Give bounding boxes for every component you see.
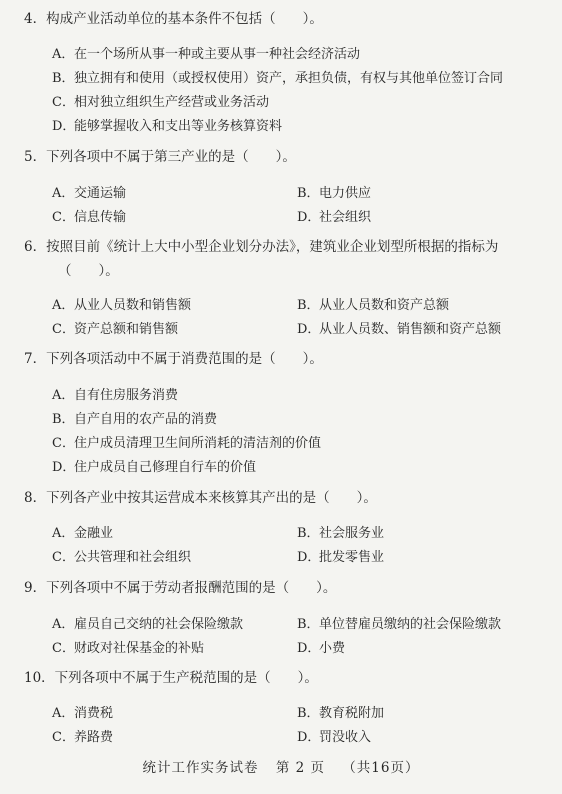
option-b: B．单位替雇员缴纳的社会保险缴款: [297, 617, 502, 632]
question-stem: 6．按照目前《统计上大中小型企业划分办法》，建筑业企业划型所根据的指标为: [24, 239, 499, 255]
option-c: C．养路费: [52, 730, 114, 745]
option-b: B．从业人员数和资产总额: [297, 298, 450, 313]
page-footer: [0, 756, 562, 776]
option-d: D．社会组织: [297, 210, 372, 225]
option-c: C．公共管理和社会组织: [52, 550, 192, 565]
page-total: （共16页）: [342, 760, 420, 776]
option-c: C．住户成员清理卫生间所消耗的清洁剂的价值: [52, 436, 322, 451]
exam-name: 统计工作实务试卷: [142, 760, 259, 776]
question-stem: 9．下列各项中不属于劳动者报酬范围的是（ ）。: [24, 580, 337, 596]
option-a: A．自有住房服务消费: [52, 388, 179, 403]
option-d: D．罚没收入: [297, 730, 372, 745]
option-a: A．在一个场所从事一种或主要从事一种社会经济活动: [52, 47, 361, 62]
option-a: A．交通运输: [52, 186, 127, 201]
question-stem: 10．下列各项中不属于生产税范围的是（ ）。: [24, 670, 318, 686]
option-d: D．批发零售业: [297, 550, 385, 565]
question-stem-continued: （ ）。: [58, 263, 119, 279]
option-d: D．从业人员数、销售额和资产总额: [297, 322, 502, 337]
option-c: C．资产总额和销售额: [52, 322, 179, 337]
question-stem: 7．下列各项活动中不属于消费范围的是（ ）。: [24, 351, 323, 367]
option-b: B．电力供应: [297, 186, 372, 201]
option-d: D．小费: [297, 641, 346, 656]
question-stem: 5．下列各项中不属于第三产业的是（ ）。: [24, 149, 296, 165]
option-a: A．雇员自己交纳的社会保险缴款: [52, 617, 244, 632]
option-d: D．能够掌握收入和支出等业务核算资料: [52, 119, 283, 134]
question-stem: 8．下列各产业中按其运营成本来核算其产出的是（ ）。: [24, 490, 377, 506]
option-c: C．相对独立组织生产经营或业务活动: [52, 95, 270, 110]
page-number: 第 2 页: [275, 760, 325, 776]
option-b: B．独立拥有和使用（或授权使用）资产，承担负债，有权与其他单位签订合同: [52, 71, 504, 86]
option-a: A．消费税: [52, 706, 114, 721]
question-stem: 4．构成产业活动单位的基本条件不包括（ ）。: [24, 11, 323, 27]
option-a: A．金融业: [52, 526, 114, 541]
option-a: A．从业人员数和销售额: [52, 298, 192, 313]
option-c: C．财政对社保基金的补贴: [52, 641, 205, 656]
option-b: B．社会服务业: [297, 526, 385, 541]
option-b: B．自产自用的农产品的消费: [52, 412, 218, 427]
option-b: B．教育税附加: [297, 706, 385, 721]
option-d: D．住户成员自己修理自行车的价值: [52, 460, 257, 475]
option-c: C．信息传输: [52, 210, 127, 225]
